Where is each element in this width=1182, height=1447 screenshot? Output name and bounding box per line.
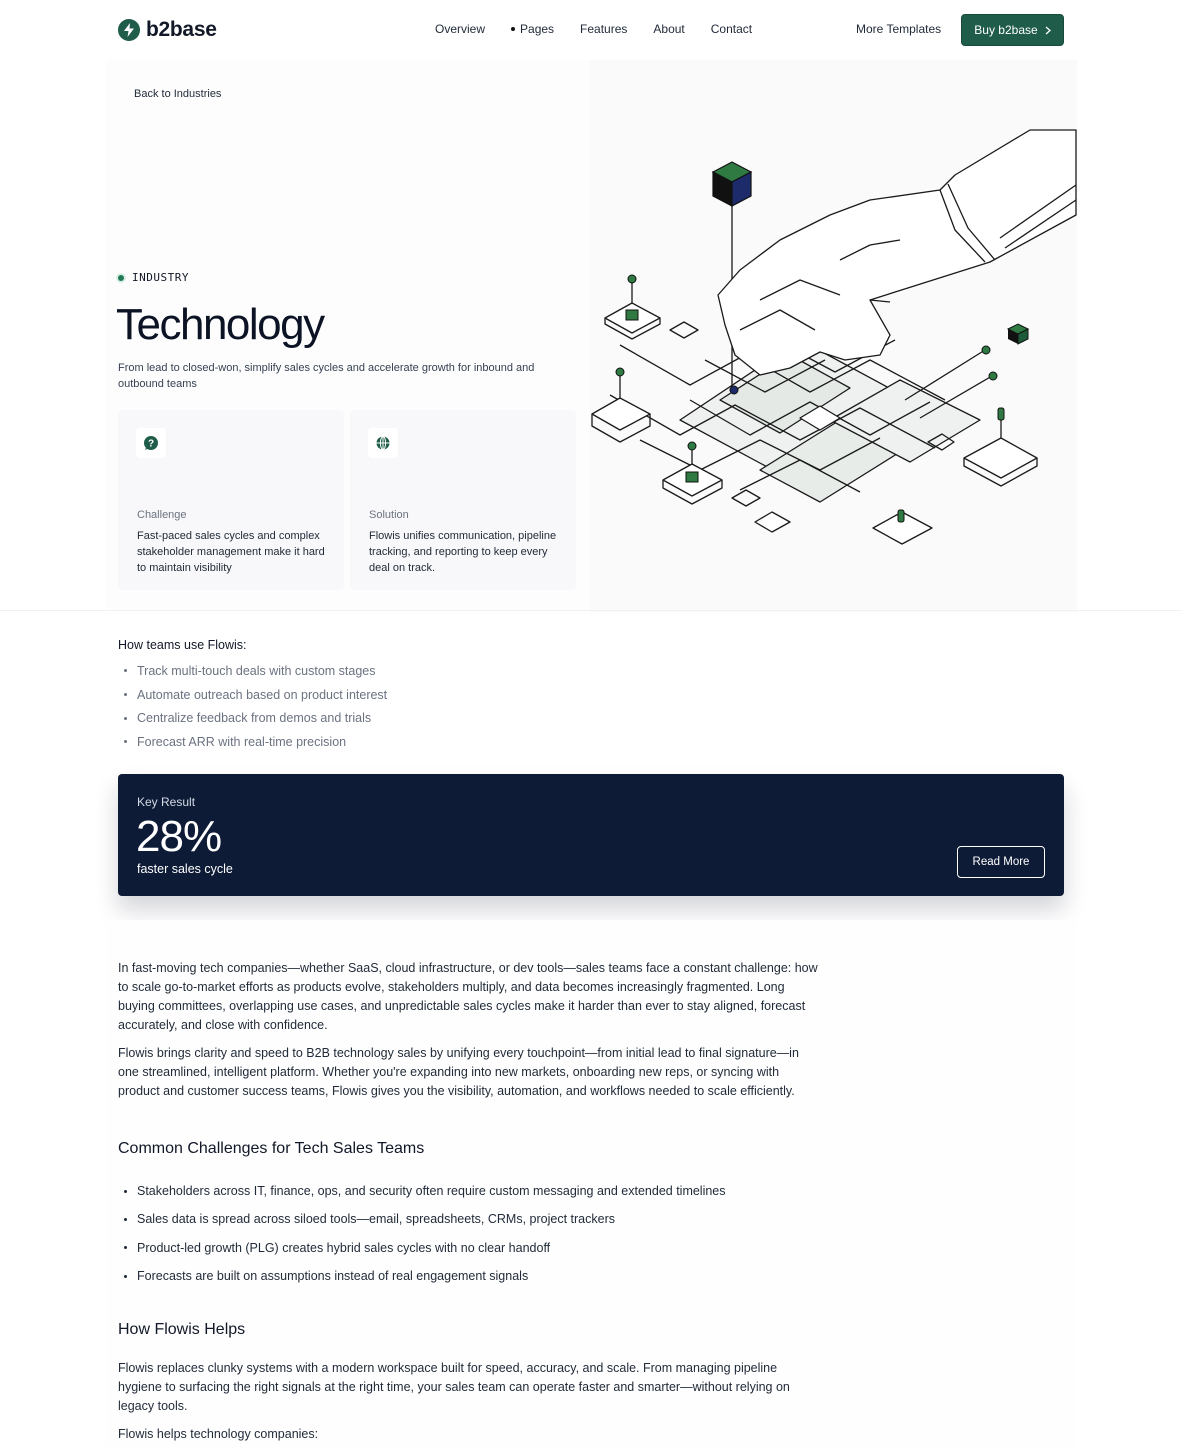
challenge-text: Fast-paced sales cycles and complex stakeholder management make it hard to maintain visibility	[137, 530, 325, 574]
section-divider	[0, 610, 1182, 611]
bullet-icon	[124, 669, 127, 672]
key-result-banner	[118, 774, 1064, 896]
solution-card	[350, 410, 576, 590]
helps-heading: How Flowis Helps	[118, 1321, 246, 1338]
key-result-label: Key Result	[137, 795, 196, 809]
top-nav	[0, 0, 1182, 60]
article-paragraph-4: Flowis helps technology companies:	[118, 1427, 319, 1441]
challenge-item-text: Forecasts are built on assumptions instead of real engagement signals	[137, 1269, 529, 1284]
buy-button[interactable]	[961, 14, 1064, 46]
solution-text: Flowis unifies communication, pipeline tracking, and reporting to keep every deal on track.	[369, 530, 557, 574]
industry-eyebrow	[118, 271, 189, 284]
brand-logo[interactable]	[118, 18, 217, 42]
challenge-card	[118, 410, 344, 590]
globe-icon	[368, 428, 398, 458]
bullet-icon	[124, 717, 127, 720]
usage-item-text: Centralize feedback from demos and trials	[137, 711, 372, 726]
challenge-item-text: Product-led growth (PLG) creates hybrid sales cycles with no clear handoff	[137, 1240, 551, 1255]
usage-list	[124, 659, 387, 754]
svg-text:?: ?	[147, 438, 155, 450]
challenge-label: Challenge	[137, 509, 187, 521]
question-bubble-icon	[136, 428, 166, 458]
article-paragraph-3: Flowis replaces clunky systems with a modern workspace built for speed, accuracy, and scale. From managing pipeline hygiene to surfacing the right signals at the right time, your sales team can operate faster and smarter—without relying on legacy tools.	[118, 1361, 790, 1413]
key-result-caption: faster sales cycle	[137, 862, 233, 876]
back-to-industries-link[interactable]: Back to Industries	[134, 88, 222, 100]
page-subtitle: From lead to closed-won, simplify sales cycles and accelerate growth for inbound and outbound teams	[118, 362, 535, 390]
list-item	[124, 1205, 726, 1233]
article-paragraph-1: In fast-moving tech companies—whether SaaS, cloud infrastructure, or dev tools—sales teams face a constant challenge: how to scale go-to-market efforts as products evolve, stakeholders multiply, and data becomes increasingly fragmented. Long buying committees, overlapping use cases, and unpredictable sales cycles make it harder than ever to stay aligned, forecast accurately, and close with confidence.	[118, 961, 818, 1032]
bullet-icon	[124, 1246, 127, 1249]
bullet-icon	[124, 1190, 127, 1193]
list-item	[124, 1262, 726, 1290]
page-title: Technology	[116, 300, 324, 349]
read-more-button[interactable]: Read More	[957, 846, 1045, 878]
challenge-item-text: Stakeholders across IT, finance, ops, and security often require custom messaging and extended timelines	[137, 1184, 726, 1199]
nav-link-contact[interactable]: Contact	[710, 22, 753, 36]
list-item	[124, 1234, 726, 1262]
bullet-icon	[124, 693, 127, 696]
nav-link-pages-label: Pages	[520, 22, 555, 36]
challenge-item-text: Sales data is spread across siloed tools—email, spreadsheets, CRMs, project trackers	[137, 1212, 615, 1227]
more-templates-link[interactable]: More Templates	[856, 22, 942, 36]
list-item	[124, 706, 387, 730]
list-item	[124, 683, 387, 707]
nav-link-overview[interactable]: Overview	[435, 22, 486, 36]
bolt-icon	[118, 19, 140, 41]
article-paragraph-2: Flowis brings clarity and speed to B2B technology sales by unifying every touchpoint—from initial lead to final signature—in one streamlined, intelligent platform. Whether you're expanding into new markets, onboarding new reps, or syncing with product and customer success teams, Flowis gives you the visibility, automation, and workflows needed to scale efficiently.	[118, 1046, 799, 1098]
bullet-icon	[124, 1275, 127, 1278]
list-item	[124, 659, 387, 683]
usage-item-text: Automate outreach based on product interest	[137, 687, 388, 702]
brand-name: b2base	[146, 18, 217, 41]
usage-title: How teams use Flowis:	[118, 638, 247, 652]
chevron-right-icon	[1045, 26, 1051, 35]
status-dot-icon	[118, 275, 124, 281]
challenges-list	[124, 1177, 726, 1290]
nav-link-about[interactable]: About	[653, 22, 685, 36]
list-item	[124, 730, 387, 754]
hero-illustration-panel	[590, 60, 1077, 612]
solution-label: Solution	[369, 509, 409, 521]
industry-eyebrow-label: INDUSTRY	[132, 271, 189, 284]
robot-hand-circuit-illustration	[590, 60, 1077, 612]
nav-link-pages[interactable]	[511, 22, 554, 36]
challenges-heading: Common Challenges for Tech Sales Teams	[118, 1140, 425, 1157]
active-dot-icon	[511, 27, 515, 31]
buy-button-label: Buy b2base	[974, 23, 1038, 37]
key-result-value: 28%	[136, 812, 222, 861]
bullet-icon	[124, 740, 127, 743]
usage-item-text: Track multi-touch deals with custom stages	[137, 663, 376, 678]
bullet-icon	[124, 1218, 127, 1221]
list-item	[124, 1177, 726, 1205]
nav-link-features[interactable]: Features	[580, 22, 628, 36]
usage-item-text: Forecast ARR with real-time precision	[137, 734, 347, 749]
nav-links	[435, 22, 752, 36]
